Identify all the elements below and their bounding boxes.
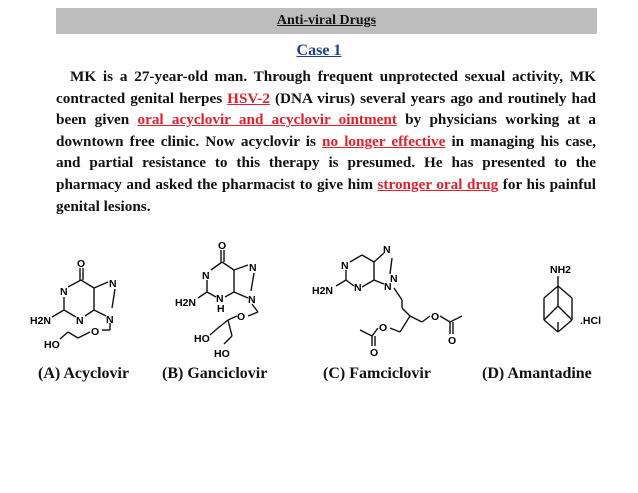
- text-segment: (DNA virus) several years ago and routinely had been given: [56, 89, 596, 129]
- atom-label: O: [218, 240, 227, 252]
- atom-label: O: [379, 322, 388, 334]
- atom-label: N: [249, 262, 257, 274]
- amantadine-structure: [520, 240, 610, 350]
- atom-label: O: [77, 258, 86, 270]
- atom-label: O: [91, 326, 100, 338]
- atom-label: H: [217, 303, 225, 315]
- header-bar: [56, 8, 597, 34]
- highlight-no-longer-effective: no longer effective: [322, 132, 446, 150]
- highlight-hsv2: HSV-2: [227, 89, 270, 107]
- famciclovir-structure: [310, 240, 475, 365]
- text-segment: by physicians working at a downtown free clinic. Now acyclovir is: [56, 111, 596, 150]
- text-segment: for his painful genital lesions.: [56, 175, 596, 215]
- atom-label: N: [383, 244, 391, 256]
- text-segment: in managing his case, and partial resistance to this therapy is presumed. He has presented to the pharmacy and asked the pharmacist to give him: [56, 132, 596, 193]
- atom-label: N: [76, 315, 84, 327]
- atom-label: N: [202, 270, 210, 282]
- atom-label: .HCl: [580, 315, 601, 327]
- atom-label: H2N: [30, 315, 52, 327]
- text-segment: MK is a 27-year-old man. Through frequent unprotected sexual activity, MK contracted genital herpes: [56, 68, 596, 107]
- atom-label: O: [448, 335, 457, 347]
- case-title: Case 1: [296, 42, 342, 59]
- atom-label: HO: [214, 348, 230, 360]
- atom-label: N: [390, 273, 398, 285]
- case-paragraph: [56, 66, 596, 217]
- highlight-oral-acyclovir: oral acyclovir and acyclovir ointment: [137, 111, 397, 129]
- atom-label: N: [216, 293, 224, 305]
- caption-acyclovir: (A) Acyclovir: [38, 365, 130, 382]
- atom-label: O: [431, 311, 440, 323]
- atom-label: NH2: [550, 264, 572, 276]
- atom-label: HO: [44, 339, 60, 351]
- header-title: Anti-viral Drugs: [276, 13, 377, 28]
- caption-amantadine: (D) Amantadine: [482, 365, 592, 382]
- highlight-stronger-oral-drug: stronger oral drug: [377, 175, 499, 193]
- atom-label: O: [237, 311, 246, 323]
- atom-label: H2N: [312, 285, 334, 297]
- atom-label: N: [354, 282, 362, 294]
- atom-label: N: [248, 294, 256, 306]
- caption-ganciclovir: (B) Ganciclovir: [162, 365, 268, 382]
- atom-label: H2N: [175, 297, 197, 309]
- atom-label: O: [370, 347, 379, 359]
- atom-label: N: [341, 260, 349, 272]
- acyclovir-structure: [30, 240, 140, 358]
- atom-label: N: [106, 314, 114, 326]
- ganciclovir-structure: [172, 240, 282, 365]
- atom-label: HO: [194, 333, 210, 345]
- atom-label: N: [60, 286, 68, 298]
- atom-label: N: [109, 278, 117, 290]
- caption-famciclovir: (C) Famciclovir: [323, 365, 431, 382]
- atom-label: N: [384, 281, 392, 293]
